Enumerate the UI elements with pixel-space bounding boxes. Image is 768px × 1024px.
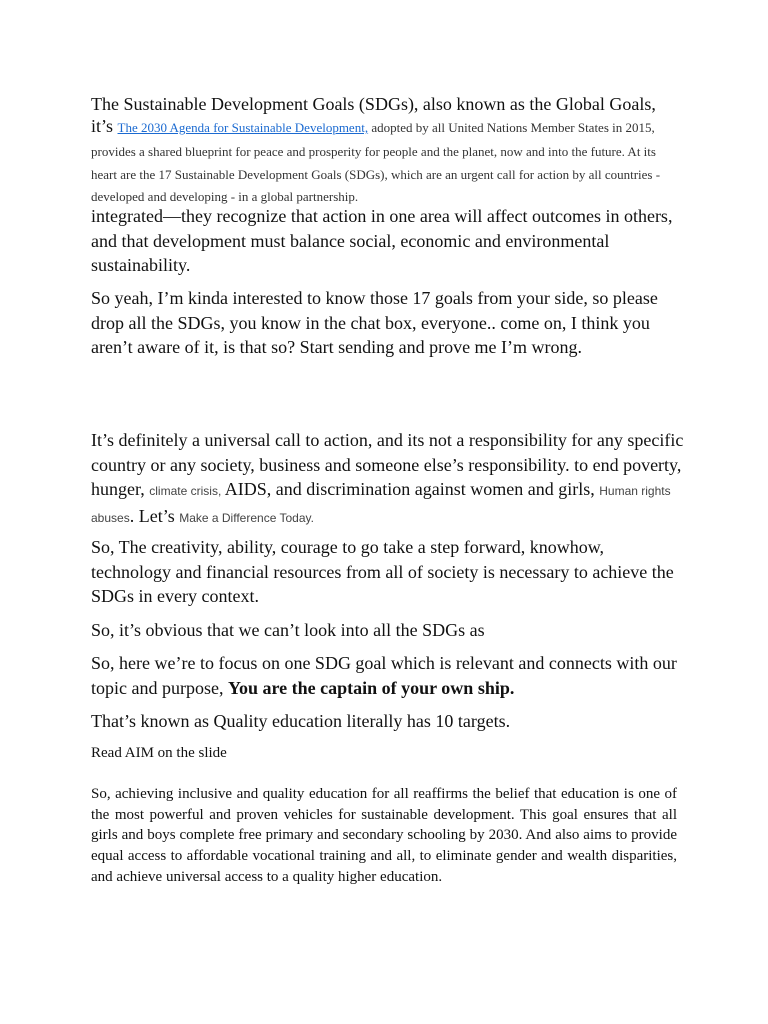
focus-text: So, here we’re to focus on one SDG goal which is relevant and connects with our topic and purpose,	[91, 653, 677, 698]
universal-call-paragraph	[91, 428, 686, 530]
read-aim-note: Read AIM on the slide	[91, 745, 227, 761]
obvious-paragraph: So, it’s obvious that we can’t look into all the SDGs as	[91, 620, 485, 640]
quality-education-paragraph: That’s known as Quality education literally has 10 targets.	[91, 711, 511, 731]
climate-crisis-text: climate crisis,	[149, 484, 222, 498]
intro-lead: The Sustainable Development Goals (SDGs), also known as the Global Goals, it’s	[91, 94, 656, 136]
intro-rest: adopted by all United Nations Member States in 2015, provides a shared blueprint for peace and prosperity for people and the planet, now and into the future. At its heart are the 17 Sustainable Development Goals (SDGs), which are an urgent call for action by all countries - developed and developing - in a global partnership.	[91, 120, 661, 204]
integrated-paragraph: integrated—they recognize that action in one area will affect outcomes in others, and that development must balance social, economic and environmental sustainability.	[91, 206, 673, 275]
agenda-link[interactable]: The 2030 Agenda for Sustainable Development,	[117, 120, 369, 135]
captain-bold-text: You are the captain of your own ship.	[227, 677, 515, 698]
creativity-paragraph: So, The creativity, ability, courage to go take a step forward, knowhow, technology and financial resources from all of society is necessary to achieve the SDGs in every context.	[91, 537, 674, 606]
intro-paragraph	[91, 93, 681, 207]
universal-text-3: . Let’s	[129, 505, 180, 526]
universal-text-2: AIDS, and discrimination against women and girls,	[221, 479, 600, 499]
human-rights-text: Human rights abuses	[91, 484, 671, 525]
chat-prompt-paragraph: So yeah, I’m kinda interested to know those 17 goals from your side, so please drop all the SDGs, you know in the chat box, everyone.. come on, I think you aren’t aware of it, is that so? Start sending and prove me I’m wrong.	[91, 288, 658, 357]
universal-text-1: It’s definitely a universal call to action, and its not a responsibility for any specific country or any society, business and someone else’s responsibility. to end poverty, hunger,	[91, 430, 684, 499]
make-difference-text: Make a Difference Today.	[179, 510, 314, 525]
focus-paragraph	[91, 651, 686, 700]
education-paragraph: So, achieving inclusive and quality education for all reaffirms the belief that education is one of the most powerful and proven vehicles for sustainable development. This goal ensures that all girls and boys complete free primary and secondary schooling by 2030. And also aims to provide equal access to affordable vocational training and all, to eliminate gender and wealth disparities, and achieve universal access to a quality higher education.	[91, 786, 677, 885]
